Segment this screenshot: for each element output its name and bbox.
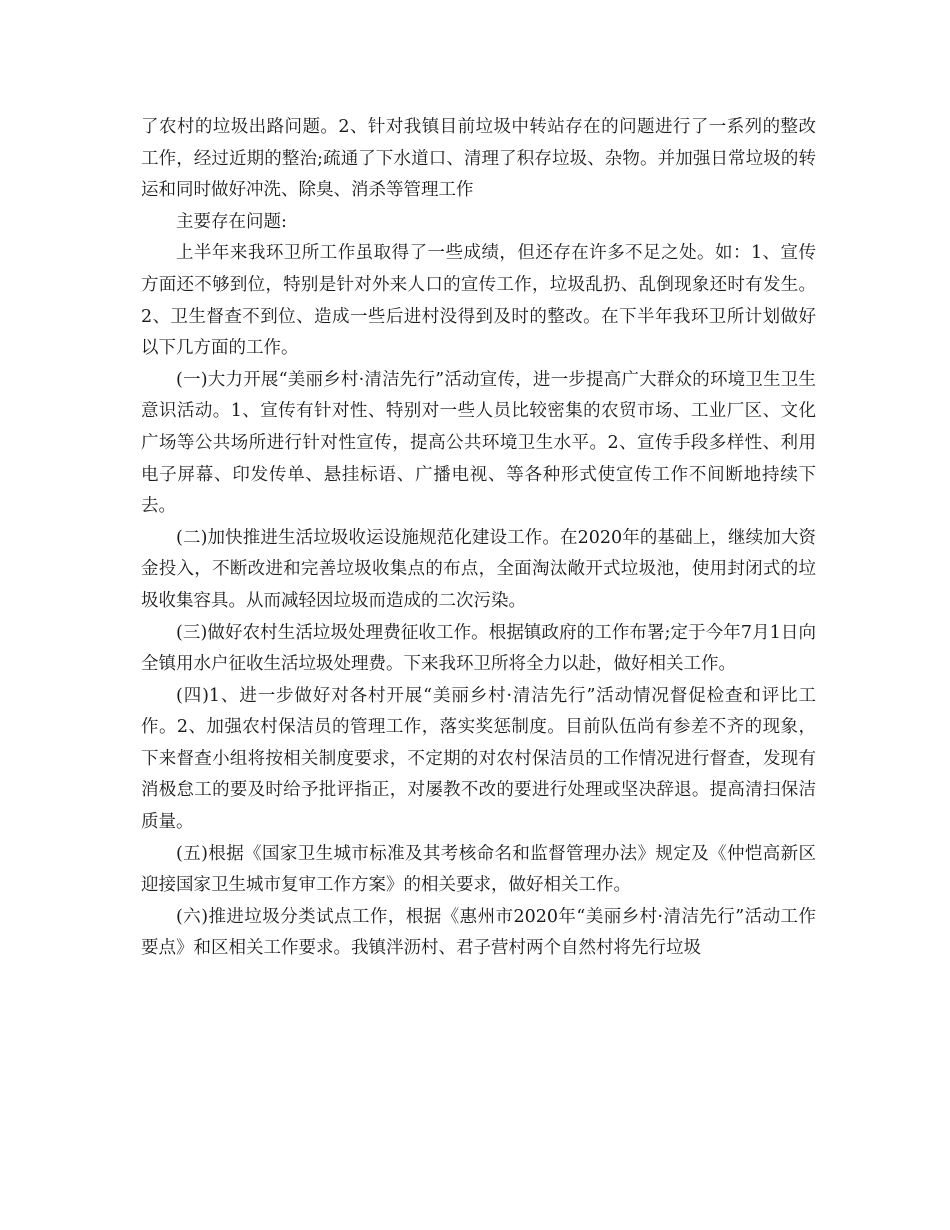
paragraph-problems: 上半年来我环卫所工作虽取得了一些成绩，但还存在许多不足之处。如：1、宣传方面还不够到位，特别是针对外来人口的宣传工作，垃圾乱扔、乱倒现象还时有发生。2、卫生督查不到位、造成一些后进村没得到及时的整改。在下半年我环卫所计划做好以下几方面的工作。 [141, 243, 816, 359]
paragraph-item-4: (四)1、进一步做好对各村开展“美丽乡村·清洁先行”活动情况督促检查和评比工作。2、加强农村保洁员的管理工作，落实奖惩制度。目前队伍尚有参差不齐的现象，下来督查小组将按相关制度要求，不定期的对农村保洁员的工作情况进行督查，发现有消极怠工的要及时给予批评指正，对屡教不改的要进行处理或坚决辞退。提高清扫保洁质量。 [141, 685, 816, 833]
paragraph-item-5: (五)根据《国家卫生城市标准及其考核命名和监督管理办法》规定及《仲恺高新区迎接国家卫生城市复审工作方案》的相关要求，做好相关工作。 [141, 843, 816, 896]
document-body [141, 112, 816, 965]
paragraph-item-3: (三)做好农村生活垃圾处理费征收工作。根据镇政府的工作布署;定于今年7月1日向全镇用水户征收生活垃圾处理费。下来我环卫所将全力以赴，做好相关工作。 [141, 622, 816, 675]
paragraph-item-6: (六)推进垃圾分类试点工作，根据《惠州市2020年“美丽乡村·清洁先行”活动工作要点》和区相关工作要求。我镇泮沥村、君子营村两个自然村将先行垃圾 [141, 906, 816, 959]
paragraph-item-2: (二)加快推进生活垃圾收运设施规范化建设工作。在2020年的基础上，继续加大资金投入，不断改进和完善垃圾收集点的布点，全面淘汰敞开式垃圾池，使用封闭式的垃圾收集容具。从而减轻因垃圾而造成的二次污染。 [141, 527, 816, 611]
paragraph-problems-heading: 主要存在问题: [176, 211, 287, 232]
paragraph-item-1: (一)大力开展“美丽乡村·清洁先行”活动宣传，进一步提高广大群众的环境卫生卫生意识活动。1、宣传有针对性、特别对一些人员比较密集的农贸市场、工业厂区、文化广场等公共场所进行针对性宣传，提高公共环境卫生水平。2、宣传手段多样性、利用电子屏幕、印发传单、悬挂标语、广播电视、等各种形式使宣传工作不间断地持续下去。 [141, 369, 816, 517]
paragraph-continuation: 了农村的垃圾出路问题。2、针对我镇目前垃圾中转站存在的问题进行了一系列的整改工作，经过近期的整治;疏通了下水道口、清理了积存垃圾、杂物。并加强日常垃圾的转运和同时做好冲洗、除臭、消杀等管理工作 [141, 117, 816, 201]
